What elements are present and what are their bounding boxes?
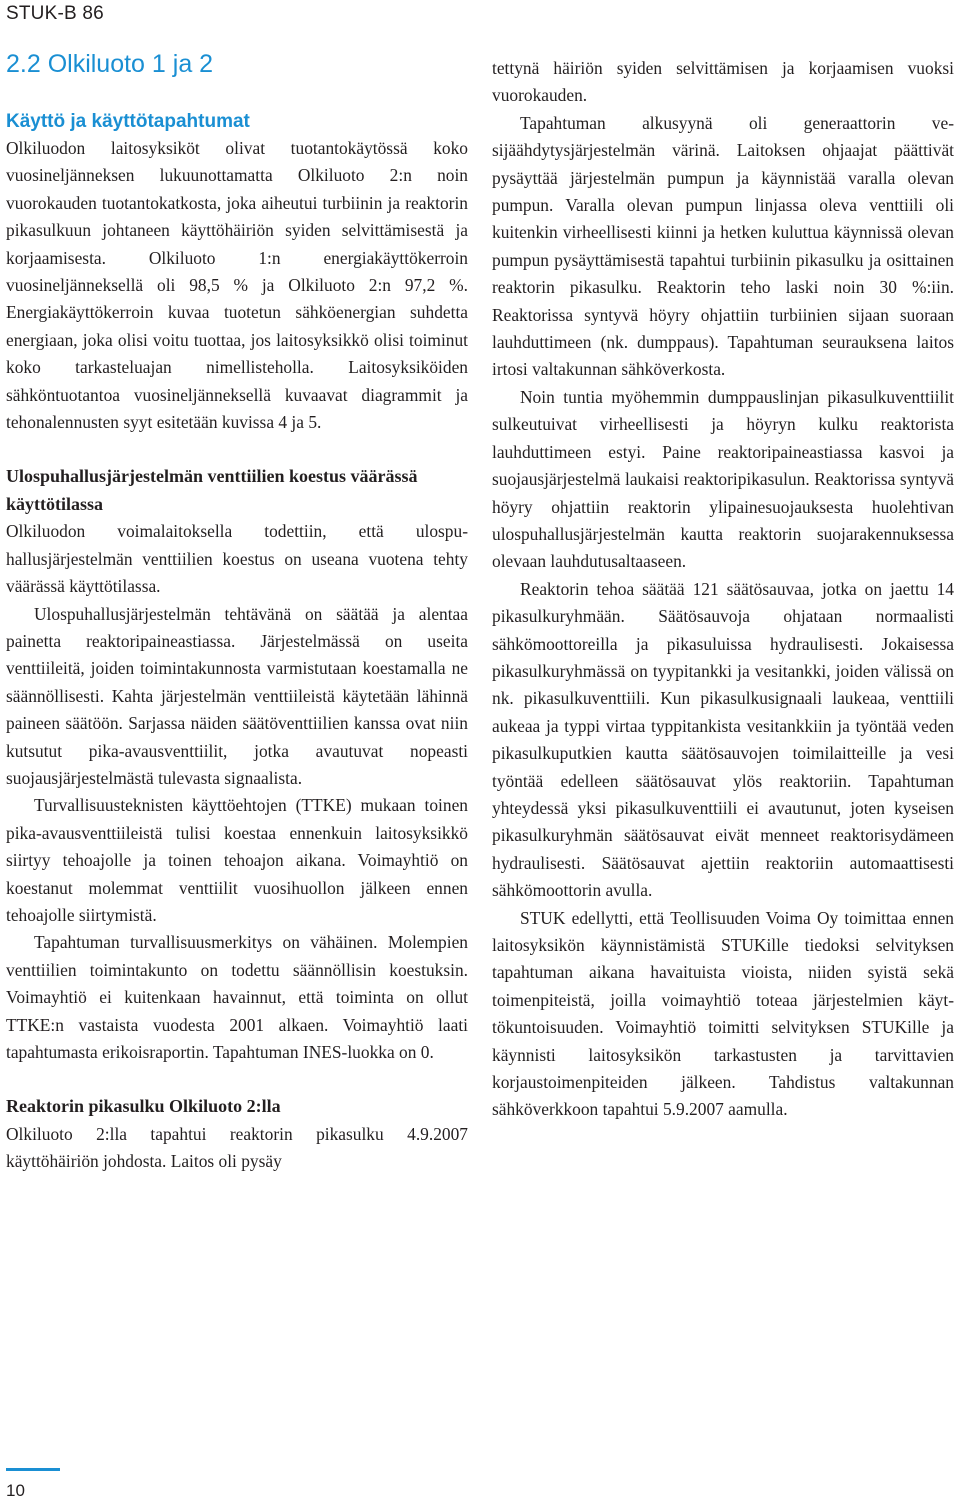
paragraph-operation-summary: Olkiluodon laitosyksiköt olivat tuotantokäytössä koko vuosineljänneksen lukuunottamatta Olkiluoto 2:n noin vuorokauden tuotantokatkosta, joka aiheutui turbiinin ja reaktorin pikasulkuun johtaneen käyttöhäiriön syiden selvittämisestä ja korjaamisesta. Olkiluoto 1:n energiakäyttökerroin vuosineljänneksellä oli 98,5 % ja Olkiluoto 2:n 97,2 %. Energiakäyttökerroin kuvaa tuotetun sähköenergian suhdetta energiaan, joka olisi voitu tuottaa, jos laitosyksikkö olisi toiminut koko tarkasteluajan nimellisteholla. Laitosyksiköiden sähköntuotantoa vuosineljänneksellä kuvaavat diagrammit ja tehonalennusten syyt esitetään kuvissa 4 ja 5. xyxy=(6,138,468,433)
paragraph-blowdown-purpose: Ulospuhallusjärjestelmän tehtävänä on säätää ja alentaa painetta reaktoripaineastiassa. Järjestelmässä on useita venttiileitä, joiden toimintakunnosta varmistutaan koestamalla ne säännöllisesti. Kahta järjestelmän venttiileistä käytetään lähinnä paineen säätöön. Sarjassa näiden säätöventtiilien kanssa ovat niin kutsutut pika-avausventtiilit, jotka avautuvat nopeasti suojausjärjestelmästä tulevasta signaalista. xyxy=(6,603,468,788)
paragraph-initial-cause: Tapahtuman alkusyynä oli generaattorin vesijäähdytysjärjestelmän värinä. Laitoksen ohjaajat päättivät pysäyttää järjestelmän pumpun ja käynnistää varalla olevan pumpun. Varalla olevan pumpun linjassa oleva venttiili oli kuitenkin virheellisesti kiinni ja hetken kuluttua käynnissä olevan pumpun pysäyttämisestä tapahtui turbiinin pikasulku ja osittainen reaktorin pikasulku. Reaktorin teho laski noin 30 %:iin. Reaktorissa syntyvä höyry ohjattiin turbiinien sijaan suoraan lauhduttimeen (nk. dumppaus). Tapahtuman seurauksena laitos irtosi valtakunnan sähköverkosta. xyxy=(492,112,954,380)
heading-blowdown-valve-testing: Ulospuhallusjärjestelmän venttiilien koestus väärässä käyttötilassa xyxy=(6,466,418,514)
running-header: STUK-B 86 xyxy=(6,3,104,24)
page-number: 10 xyxy=(6,1481,25,1500)
left-column xyxy=(6,108,468,1176)
paragraph-gap xyxy=(6,436,468,463)
paragraph-scram-intro: Olkiluoto 2:lla tapahtui reaktorin pikasulku 4.9.2007 käyttöhäiriön johdosta. Laitos oli pysäy xyxy=(6,1123,468,1172)
heading-operation-events: Käyttö ja käyttötapahtumat xyxy=(6,111,250,132)
paragraph-stuk-requirements: STUK edellytti, että Teollisuuden Voima Oy toimittaa ennen laitosyksikön käynnistämistä STUKille tiedoksi selvityksen tapahtuman aikana havaituista vioista, niiden syistä sekä toimenpiteistä, joilla voimayhtiö toteaa järjestelmien käyttökuntoisuuden. Voimayhtiö toimitti selvityksen STUKille ja käynnisti laitosyksikön tarkastusten ja tarvittavien korjaustoimenpiteiden jälkeen. Tahdistus valtakunnan sähköverkkoon tapahtui 5.9.2007 aamulla. xyxy=(492,907,954,1120)
footer-rule xyxy=(6,1468,60,1471)
paragraph-safety-significance: Tapahtuman turvallisuusmerkitys on vähäinen. Molempien venttiilien toimintakunto on todettu säännöllisin koestuksin. Voimayhtiö ei kuitenkaan havainnut, että toiminta on ollut TTKE:n vastaista vuodesta 2001 alkaen. Voimayhtiö laati tapahtumasta erikoisraportin. Tapahtuman INES-luokka on 0. xyxy=(6,932,468,1062)
paragraph-ttke-requirements: Turvallisuusteknisten käyttöehtojen (TTKE) mukaan toinen pika-avausventtiileistä tulisi koestaa ennenkuin laitosyksikkö siirtyy tehoajolle ja toinen tehoajon aikana. Voimayhtiö on koestanut molemmat venttiilit vuosihuollon jälkeen ennen tehoajolle siirtymistä. xyxy=(6,795,468,925)
paragraph-dump-line-closure: Noin tuntia myöhemmin dumppauslinjan pikasulkuventtiilit sulkeutuivat virheellisesti ja höyryn kulku reaktorista lauhduttimeen estyi. Paine reaktoripaineastiassa kasvoi ja suojausjärjestelmä laukaisi reaktoripikasulun. Reaktorissa syntyvä höyry ohjattiin reaktorin ylipainesuojauksesta huolehtivan ulospuhallusjärjestelmän kautta reaktorin suojarakennuksessa olevaan lauhdutusaltaaseen. xyxy=(492,386,954,572)
paragraph-control-rods: Reaktorin tehoa säätää 121 säätösauvaa, jotka on jaettu 14 pikasulkuryhmään. Säätösauvoja ohjataan normaalisti sähkömoottoreilla ja pikasuluissa hydraulisesti. Jokaisessa pikasulkuryhmässä on tyypitankki ja vesitankki, joiden välissä on nk. pikasulkuventtiili. Kun pikasulkusignaali laukeaa, venttiili aukeaa ja typpi virtaa typpitankista vesitankkiin ja työntää veden pikasulkuputkien kautta säätösauvojen toimilaitteille ja vesi työntää edelleen säätösauvat ylös reaktoriin. Tapahtuman yhteydessä yksi pikasulkuventtiili ei avautunut, joten kyseisen pikasulkuryhmän säätösauvat eivät menneet reaktorisydämeen hydraulisesti. Säätösauvat ajettiin reaktoriin automaattisesti sähkömoottorin avulla. xyxy=(492,578,954,901)
paragraph-scram-continued: tettynä häiriön syiden selvittämisen ja korjaamisen vuoksi vuorokauden. xyxy=(492,58,954,106)
paragraph-gap xyxy=(6,1066,468,1093)
right-column xyxy=(492,55,954,1124)
section-title: 2.2 Olkiluoto 1 ja 2 xyxy=(6,50,214,78)
heading-reactor-scram-ol2: Reaktorin pikasulku Olkiluoto 2:lla xyxy=(6,1096,281,1117)
paragraph-blowdown-intro: Olkiluodon voimalaitoksella todettiin, että ulospuhallusjärjestelmän venttiilien koestus on useana vuotena tehty väärässä käyttötilassa. xyxy=(6,521,468,597)
